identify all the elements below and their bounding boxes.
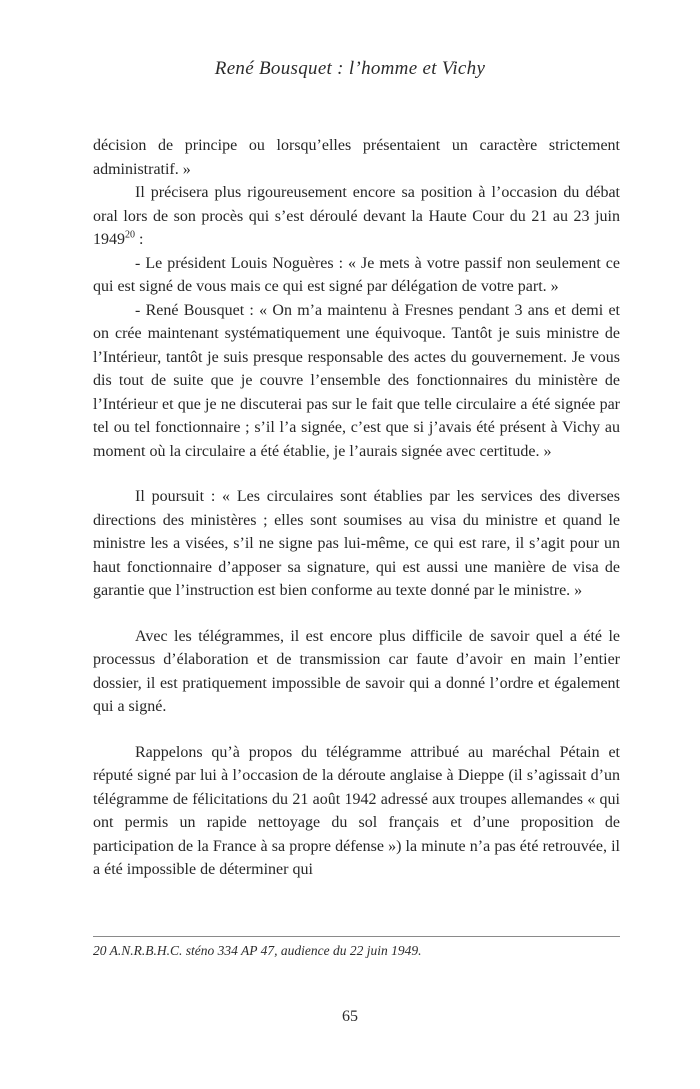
paragraph-continuation: décision de principe ou lorsqu’elles présentaient un caractère strictement administratif. » bbox=[93, 137, 620, 178]
paragraph-quote-bousquet: - René Bousquet : « On m’a maintenu à Fresnes pendant 3 ans et demi et on crée maintenant systématiquement une équivoque. Tantôt je suis ministre de l’Intérieur, tantôt je suis presque responsable des actes du gouvernement. Je vous dis tout de suite que je couvre l’ensemble des fonctionnaires du ministère de l’Intérieur et que je ne discuterai pas sur le fait que telle circulaire a été signée par tel ou tel fonctionnaire ; s’il l’a signée, c’est que si j’avais été présent à Vichy au moment où la circulaire a été établie, je l’aurais signée avec certitude. » bbox=[93, 301, 620, 460]
paragraph-intro-proces bbox=[93, 181, 620, 252]
paragraph-telegrammes: Avec les télégrammes, il est encore plus difficile de savoir quel a été le processus d’élaboration et de transmission car faute d’avoir en main l’entier dossier, il est pratiquement impossible de savoir qui a donné l’ordre et également qui a signé. bbox=[93, 627, 620, 715]
footnote-rule bbox=[93, 936, 620, 937]
paragraph-rappelons: Rappelons qu’à propos du télégramme attribué au maréchal Pétain et réputé signé par lui à l’occasion de la déroute anglaise à Dieppe (il s’agissait d’un télégramme de félicitations du 21 août 1942 adressé aux troupes allemandes « qui ont permis un rapide nettoyage du sol français et d’une proposition de participation de la France à sa propre défense ») la minute n’a pas été retrouvée, il a été impossible de déterminer qui bbox=[93, 743, 620, 878]
running-header: René Bousquet : l’homme et Vichy bbox=[214, 58, 486, 79]
body-text bbox=[93, 134, 620, 882]
page-number: 65 bbox=[342, 1008, 358, 1025]
paragraph-quote-nogueres: - Le président Louis Noguères : « Je mets à votre passif non seulement ce qui est signé de vous mais ce qui est signé par délégation de votre part. » bbox=[93, 254, 620, 295]
paragraph-intro-proces-tail: : bbox=[135, 231, 144, 248]
footnote-text: 20 A.N.R.B.H.C. sténo 334 AP 47, audience du 22 juin 1949. bbox=[93, 943, 422, 958]
paragraph-intro-proces-text: Il précisera plus rigoureusement encore sa position à l’occasion du débat oral lors de son procès qui s’est déroulé devant la Haute Cour du 21 au 23 juin 1949 bbox=[93, 184, 620, 248]
footnote-block bbox=[93, 936, 620, 960]
paragraph-il-poursuit: Il poursuit : « Les circulaires sont établies par les services des diverses directions des ministères ; elles sont soumises au visa du ministre et quand le ministre les a visées, s’il ne signe pas lui-même, ce qui est rare, il s’agit pour un haut fonctionnaire d’apposer sa signature, qui est aussi une manière de visa de garantie que l’instruction est bien conforme au texte donné par le ministre. » bbox=[93, 488, 620, 599]
footnote-ref-20: 20 bbox=[125, 229, 135, 241]
